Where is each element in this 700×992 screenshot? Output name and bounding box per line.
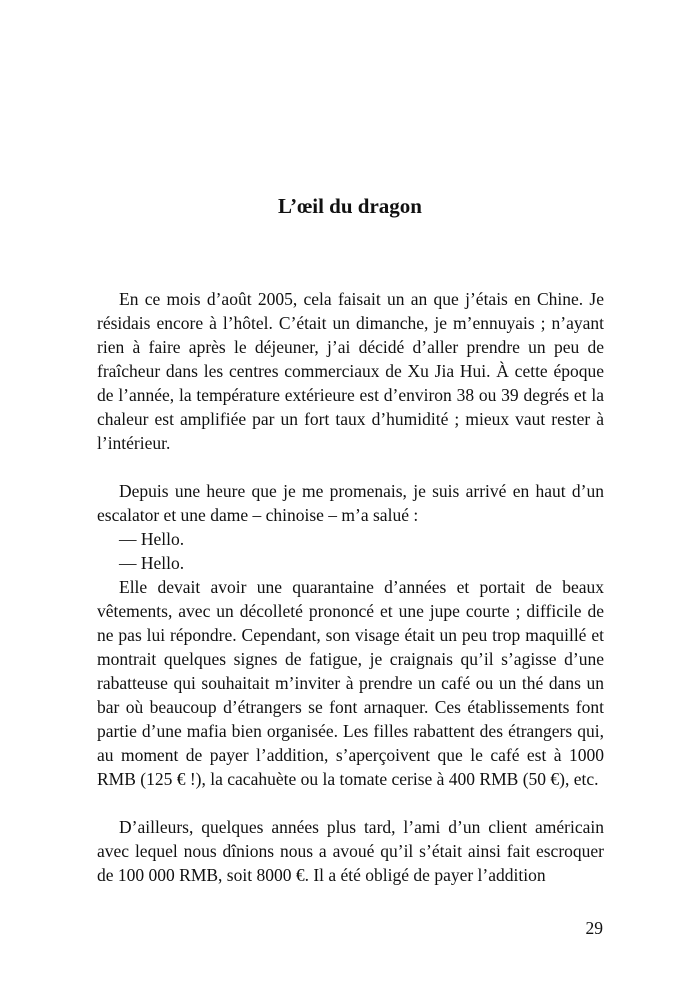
chapter-title: L’œil du dragon xyxy=(278,194,422,218)
paragraph-3: Elle devait avoir une quarantaine d’années et portait de beaux vêtements, avec un décolleté prononcé et une jupe courte ; difficile de ne pas lui répondre. Cependant, son visage était un peu trop maquillé et montrait quelques signes de fatigue, je craignais qu’il s’agisse d’une rabatteuse qui souhaitait m’inviter à prendre un café ou un thé dans un bar où beaucoup d’étrangers se font arnaquer. Ces établissements font partie d’une mafia bien organisée. Les filles rabattent des étrangers qui, au moment de payer l’addition, s’aperçoivent que le café est à 1000 RMB (125 € !), la cacahuète ou la tomate cerise à 400 RMB (50 €), etc. xyxy=(97,577,604,789)
paragraph-2: Depuis une heure que je me promenais, je suis arrivé en haut d’un escalator et une dame – chinoise – m’a salué : xyxy=(97,481,604,525)
dialogue-line-2: — Hello. xyxy=(119,553,185,573)
dialogue-line-1: — Hello. xyxy=(119,529,185,549)
paragraph-4: D’ailleurs, quelques années plus tard, l’ami d’un client américain avec lequel nous dînions nous a avoué qu’il s’était ainsi fait escroquer de 100 000 RMB, soit 8000 €. Il a été obligé de payer l’addition xyxy=(97,817,604,885)
page-number: 29 xyxy=(585,918,603,938)
paragraph-1: En ce mois d’août 2005, cela faisait un an que j’étais en Chine. Je résidais encore à l’hôtel. C’était un dimanche, je m’ennuyais ; n’ayant rien à faire après le déjeuner, j’ai décidé d’aller prendre un peu de fraîcheur dans les centres commerciaux de Xu Jia Hui. À cette époque de l’année, la température extérieure est d’environ 38 ou 39 degrés et la chaleur est amplifiée par un fort taux d’humidité ; mieux vaut rester à l’intérieur. xyxy=(97,289,604,453)
body-text xyxy=(97,287,604,887)
